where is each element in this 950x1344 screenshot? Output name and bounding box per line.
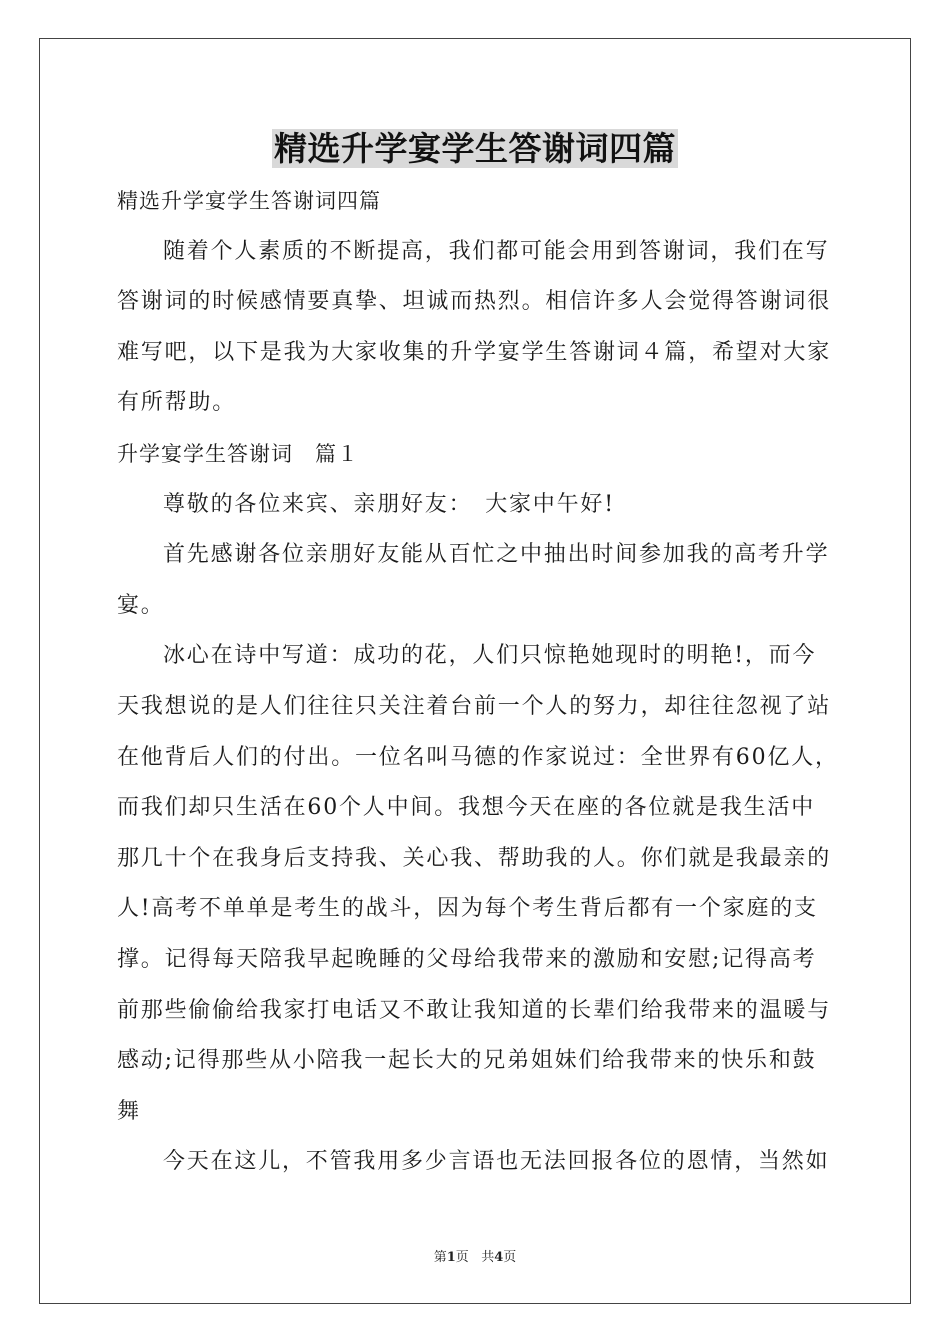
page-footer	[0, 1246, 950, 1265]
paragraph-line: 今天在这儿，不管我用多少言语也无法回报各位的恩情，当然如	[163, 1149, 830, 1175]
paragraph-line: 感动;记得那些从小陪我一起长大的兄弟姐妹们给我带来的快乐和鼓	[117, 1048, 817, 1074]
intro-line: 有所帮助。	[117, 390, 237, 416]
page-number-suffix: 页	[455, 1250, 469, 1265]
paragraph-line: 冰心在诗中写道：成功的花，人们只惊艳她现时的明艳!，而今	[163, 643, 817, 669]
page-total-prefix: 共	[481, 1250, 495, 1265]
greeting-line: 尊敬的各位来宾、亲朋好友： 大家中午好!	[163, 491, 615, 517]
paragraph-line: 前那些偷偷给我家打电话又不敢让我知道的长辈们给我带来的温暖与	[117, 997, 832, 1023]
page-number-current: 1	[446, 1250, 456, 1265]
document-title: 精选升学宴学生答谢词四篇	[274, 129, 676, 168]
page-total: 4	[494, 1250, 504, 1265]
document-body	[117, 176, 851, 1188]
intro-line: 难写吧，以下是我为大家收集的升学宴学生答谢词４篇，希望对大家	[117, 339, 832, 365]
paragraph-line: 撑。记得每天陪我早起晚睡的父母给我带来的激励和安慰;记得高考	[117, 946, 817, 972]
page-number-prefix: 第	[433, 1250, 447, 1265]
paragraph-line: 舞	[117, 1098, 141, 1124]
paragraph-line: 首先感谢各位亲朋好友能从百忙之中抽出时间参加我的高考升学	[163, 542, 830, 568]
paragraph-line: 宴。	[117, 592, 165, 618]
paragraph-line: 人!高考不单单是考生的战斗，因为每个考生背后都有一个家庭的支	[117, 896, 818, 922]
document-subtitle: 精选升学宴学生答谢词四篇	[117, 189, 381, 213]
paragraph-line: 在他背后人们的付出。一位名叫马德的作家说过：全世界有60亿人，	[117, 744, 839, 770]
intro-line: 随着个人素质的不断提高，我们都可能会用到答谢词，我们在写	[163, 238, 830, 264]
paragraph-line: 那几十个在我身后支持我、关心我、帮助我的人。你们就是我最亲的	[117, 845, 832, 871]
paragraph-line: 天我想说的是人们往往只关注着台前一个人的努力，却往往忽视了站	[117, 693, 832, 719]
intro-line: 答谢词的时候感情要真挚、坦诚而热烈。相信许多人会觉得答谢词很	[117, 289, 832, 315]
paragraph-line: 而我们却只生活在60个人中间。我想今天在座的各位就是我生活中	[117, 795, 815, 821]
section-heading: 升学宴学生答谢词 篇１	[117, 441, 359, 466]
page-total-suffix: 页	[503, 1250, 517, 1265]
